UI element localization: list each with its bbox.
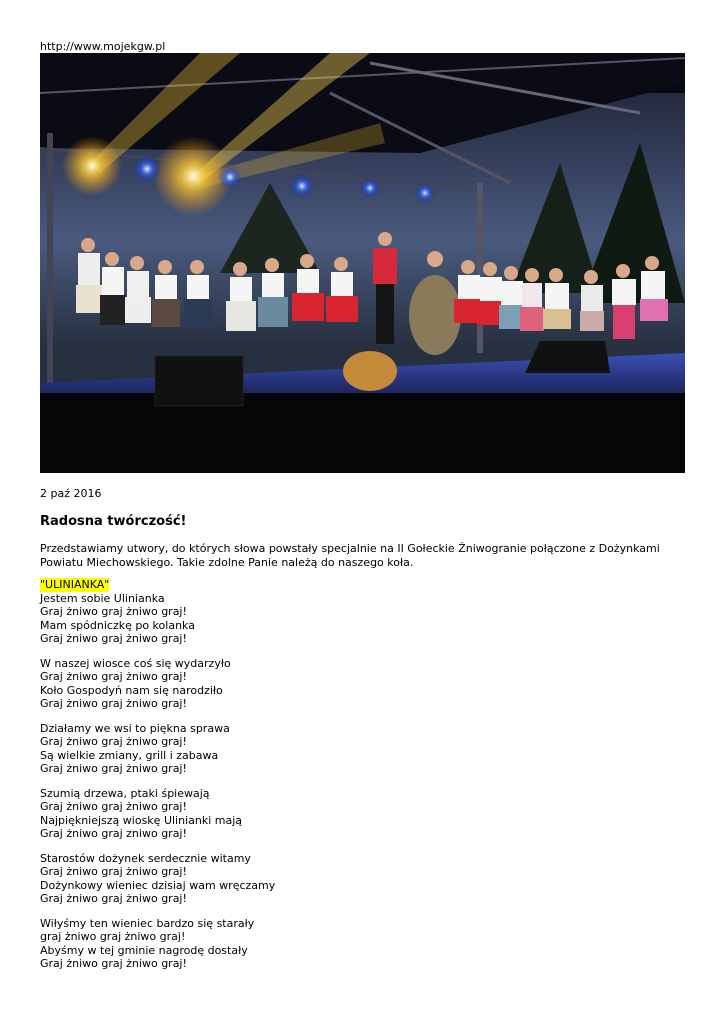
poem-line: Wiłyśmy ten wieniec bardzo się starały	[40, 916, 255, 930]
poem-line: Jestem sobie Ulinianka	[40, 591, 165, 605]
poem-line: Graj żniwo graj żniwo graj!	[40, 800, 187, 813]
poem-line: Dożynkowy wieniec dzisiaj wam wręczamy	[40, 878, 276, 892]
stage-photo	[40, 53, 685, 473]
poem-line: Graj żniwo graj żniwo graj!	[40, 670, 187, 683]
poem-line: Najpiękniejszą wioskę Ulinianki mają	[40, 813, 243, 827]
post-title: Radosna twórczość!	[40, 514, 187, 529]
poem-line: Graj żniwo graj żniwo graj!	[40, 957, 187, 970]
poem-line: Graj żniwo graj żniwo graj!	[40, 865, 187, 878]
poem-line: Abyśmy w tej gminie nagrodę dostały	[40, 943, 248, 957]
poem-line: Graj żniwo graj żniwo graj!	[40, 605, 187, 618]
poem-stanza	[40, 787, 275, 841]
poem-line: Graj żniwo graj żniwo graj!	[40, 735, 187, 748]
poem-stanza	[40, 592, 275, 646]
poem-line: Są wielkie zmiany, grill i zabawa	[40, 748, 219, 762]
poem-line: Koło Gospodyń nam się narodziło	[40, 683, 223, 697]
page-url[interactable]: http://www.mojekgw.pl	[40, 40, 166, 53]
poem	[40, 578, 275, 982]
poem-line: Graj żniwo graj żniwo graj!	[40, 632, 187, 645]
poem-line: Graj żniwo graj żniwo graj!	[40, 892, 187, 905]
poem-line: Graj żniwo graj żniwo graj!	[40, 762, 187, 775]
poem-stanza	[40, 917, 275, 971]
poem-line: graj żniwo graj żniwo graj!	[40, 930, 186, 943]
poem-title: "ULINIANKA"	[40, 578, 110, 591]
poem-line: Starostów dożynek serdecznie witamy	[40, 851, 251, 865]
poem-line: Działamy we wsi to piękna sprawa	[40, 721, 230, 735]
concert-stage-photo-icon	[40, 53, 685, 473]
poem-line: Graj żniwo graj zniwo graj!	[40, 827, 187, 840]
poem-line: W naszej wiosce coś się wydarzyło	[40, 656, 231, 670]
poem-stanza	[40, 657, 275, 711]
poem-line: Mam spódniczkę po kolanka	[40, 618, 195, 632]
poem-stanza	[40, 852, 275, 906]
post-intro: Przedstawiamy utwory, do których słowa powstały specjalnie na II Gołeckie Żniwogranie połączone z Dożynkami Powiatu Miechowskiego. Takie zdolne Panie należą do naszego koła.	[40, 542, 660, 569]
post-date: 2 paź 2016	[40, 487, 102, 500]
poem-stanza	[40, 722, 275, 776]
poem-line: Graj żniwo graj żniwo graj!	[40, 697, 187, 710]
poem-line: Szumią drzewa, ptaki śpiewają	[40, 786, 210, 800]
